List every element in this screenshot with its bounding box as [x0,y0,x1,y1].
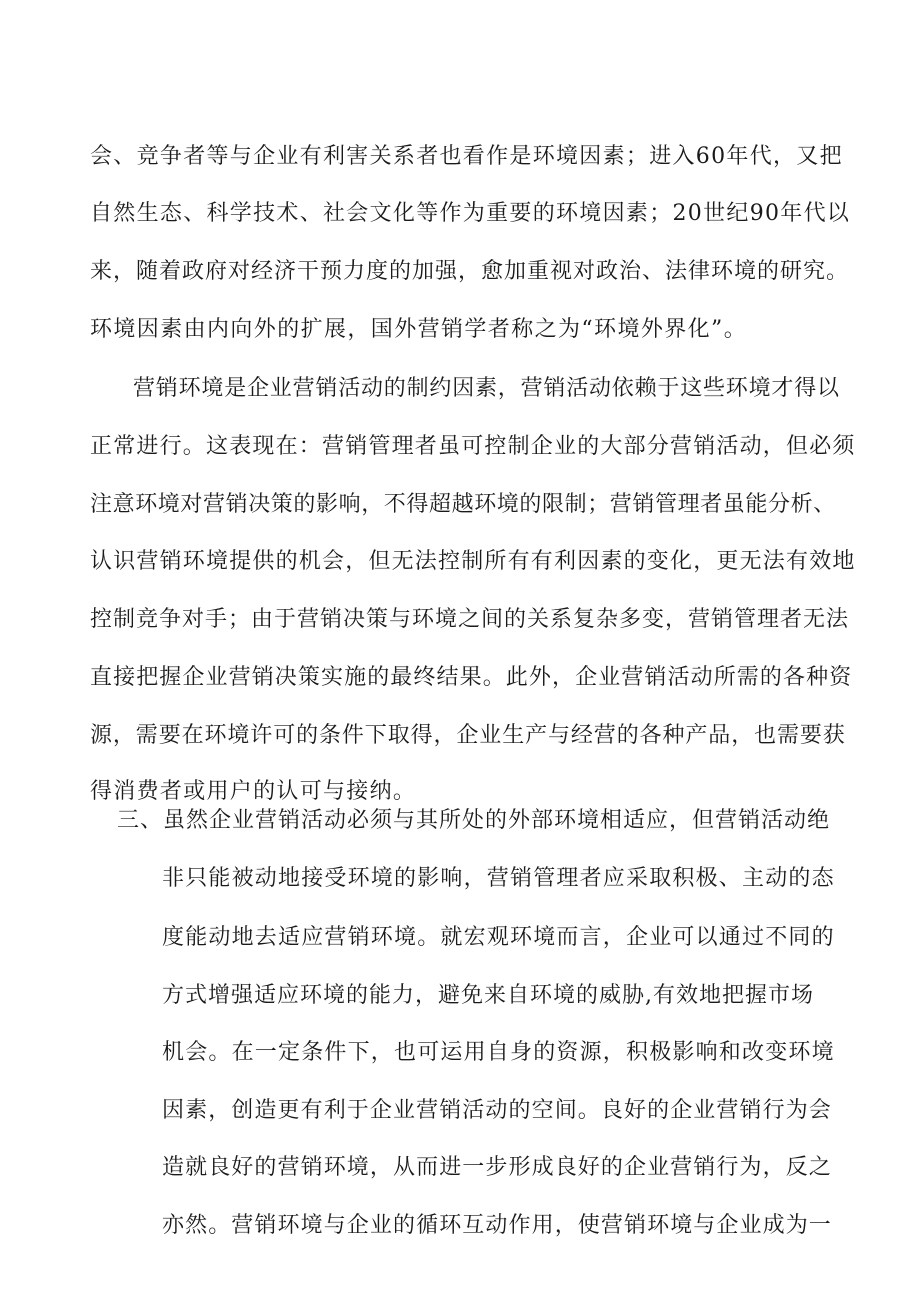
text-line: 方式增强适应环境的能力，避免来自环境的威胁,有效地把握市场 [162,983,814,1008]
text-line: 源，需要在环境许可的条件下取得，企业生产与经营的各种产品，也需要获 [90,723,846,748]
text-line: 注意环境对营销决策的影响，不得超越环境的限制；营销管理者虽能分析、 [90,492,836,517]
text-line: 来，随着政府对经济干预力度的加强，愈加重视对政治、法律环境的研究。 [90,259,850,284]
text-line: 非只能被动地接受环境的影响，营销管理者应采取积极、主动的态 [162,866,835,891]
text-line: 营销环境是企业营销活动的制约因素，营销活动依赖于这些环境才得以 [133,376,840,401]
text-line: 因素，创造更有利于企业营销活动的空间。良好的企业营销行为会 [162,1098,832,1123]
text-line: 得消费者或用户的认可与接纳。 [90,779,417,804]
text-line: 造就良好的营销环境，从而进一步形成良好的企业营销行为，反之 [162,1155,832,1180]
text-line: 直接把握企业营销决策实施的最终结果。此外，企业营销活动所需的各种资 [90,665,853,690]
text-line: 控制竞争对手；由于营销决策与环境之间的关系复杂多变，营销管理者无法 [90,607,850,632]
text-line: 认识营销环境提供的机会，但无法控制所有有利因素的变化，更无法有效地 [90,549,856,574]
text-line: 自然生态、科学技术、社会文化等作为重要的环境因素；20世纪90年代以 [90,201,851,226]
text-line: 度能动地去适应营销环境。就宏观环境而言，企业可以通过不同的 [162,925,835,950]
text-line: 亦然。营销环境与企业的循环互动作用，使营销环境与企业成为一 [162,1213,832,1238]
text-line: 机会。在一定条件下，也可运用自身的资源，积极影响和改变环境 [162,1040,835,1065]
text-line: 会、竞争者等与企业有利害关系者也看作是环境因素；进入60年代，又把 [90,144,843,169]
section-heading-line: 三、虽然企业营销活动必须与其所处的外部环境相适应，但营销活动绝 [117,808,831,833]
text-line: 正常进行。这表现在：营销管理者虽可控制企业的大部分营销活动，但必须 [90,434,856,459]
text-line: 环境因素由内向外的扩展，国外营销学者称之为“环境外界化”。 [90,317,748,342]
